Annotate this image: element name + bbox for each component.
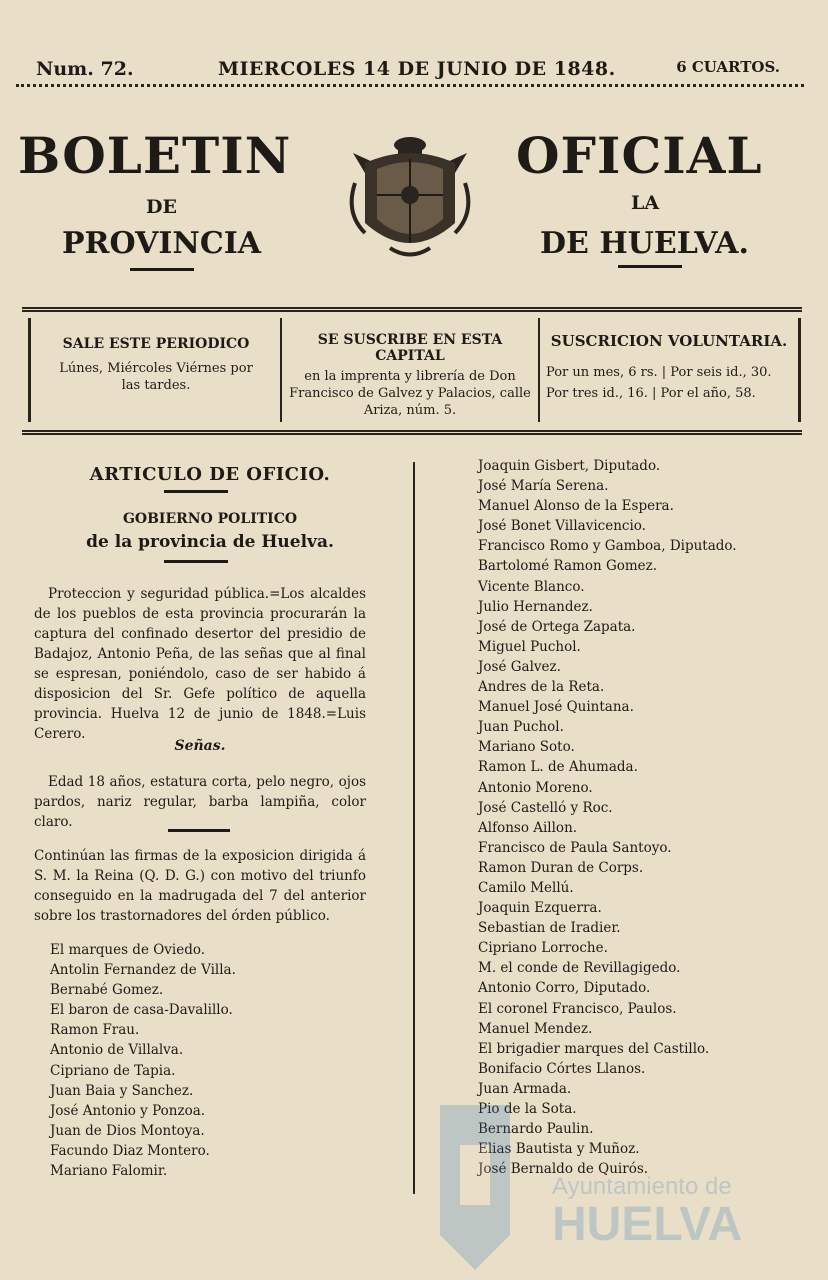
signature-name: Francisco Romo y Gamboa, Diputado. <box>478 538 737 555</box>
info-col3-line2: Por tres id., 16. | Por el año, 58. <box>546 386 756 401</box>
signature-name: Bernabé Gomez. <box>50 982 164 999</box>
signature-name: Antonio de Villalva. <box>50 1042 184 1059</box>
signature-name: José María Serena. <box>478 478 609 495</box>
masthead-provincia: PROVINCIA <box>62 226 262 261</box>
signature-name: Ramon L. de Ahumada. <box>478 759 638 776</box>
watermark-tower-icon <box>420 1085 530 1275</box>
signature-name: Joaquin Gisbert, Diputado. <box>478 458 661 474</box>
header-line <box>36 58 780 82</box>
masthead-la: LA <box>631 192 660 214</box>
signature-name: El brigadier marques del Castillo. <box>478 1040 710 1057</box>
coat-of-arms-icon <box>345 133 475 263</box>
signature-name: Juan Baia y Sanchez. <box>50 1082 194 1099</box>
info-col3-line1: Por un mes, 6 rs. | Por seis id., 30. <box>546 365 772 380</box>
header-divider <box>16 84 804 90</box>
signature-name: Ramon Frau. <box>50 1022 140 1039</box>
signature-name: Bonifacio Córtes Llanos. <box>478 1060 646 1077</box>
issue-date: MIERCOLES 14 DE JUNIO DE 1848. <box>218 58 616 80</box>
signature-name: Francisco de Paula Santoyo. <box>478 839 672 856</box>
senas-rule <box>168 829 230 832</box>
gov-rule <box>164 560 228 563</box>
senas-title: Señas. <box>174 738 226 754</box>
info-col1-text: Lúnes, Miércoles Viérnes por las tardes. <box>59 361 253 393</box>
masthead-oficial: OFICIAL <box>516 126 763 185</box>
watermark-line2: HUELVA <box>552 1198 743 1251</box>
signature-name: Sebastian de Iradier. <box>478 920 621 937</box>
signature-name: El baron de casa-Davalillo. <box>50 1002 233 1019</box>
signature-name: Antonio Corro, Diputado. <box>478 980 651 997</box>
signature-name: José Galvez. <box>478 658 561 675</box>
senas-text: Edad 18 años, estatura corta, pelo negro, ojos pardos, nariz regular, barba lampiña, color claro. <box>34 774 366 830</box>
signature-name: Ramon Duran de Corps. <box>478 859 644 876</box>
issue-price: 6 CUARTOS. <box>676 58 780 76</box>
masthead-de: DE <box>146 196 177 218</box>
signature-name: Alfonso Aillon. <box>478 819 578 836</box>
article-title: ARTICULO DE OFICIO. <box>89 464 331 485</box>
signature-name: El coronel Francisco, Paulos. <box>478 1000 677 1017</box>
signature-name: José Antonio y Ponzoa. <box>50 1102 206 1119</box>
subscription-info-box <box>22 307 802 435</box>
watermark-line1: Ayuntamiento de <box>552 1173 732 1200</box>
signature-name: Juan de Dios Montoya. <box>50 1122 205 1139</box>
signature-name: Vicente Blanco. <box>478 578 585 595</box>
signature-name: Antolin Fernandez de Villa. <box>50 962 236 979</box>
masthead-de-huelva: DE HUELVA. <box>540 226 749 261</box>
signature-name: José Bernaldo de Quirós. <box>478 1161 649 1178</box>
column-divider <box>413 462 415 1194</box>
signature-name: Juan Puchol. <box>478 719 564 736</box>
signature-name: José Castelló y Roc. <box>478 799 613 816</box>
signature-name: Cipriano Lorroche. <box>478 940 608 957</box>
signature-name: Mariano Soto. <box>478 739 575 756</box>
signature-name: El marques de Oviedo. <box>50 942 206 958</box>
info-col2-head: SE SUSCRIBE EN ESTA CAPITAL <box>317 332 503 364</box>
signature-name: José Bonet Villavicencio. <box>478 518 646 535</box>
signature-name: Manuel José Quintana. <box>478 699 634 716</box>
signature-name: Andres de la Reta. <box>478 679 605 696</box>
article-paragraph-2: Continúan las firmas de la exposicion dirigida á S. M. la Reina (Q. D. G.) con motivo del triunfo conseguido en la madrugada del 7 del anterior sobre los trastornadores del órden público. <box>34 848 366 924</box>
signature-name: Elias Bautista y Muñoz. <box>478 1141 640 1158</box>
signature-name: Miguel Puchol. <box>478 638 581 655</box>
signature-name: Camilo Mellú. <box>478 879 574 896</box>
masthead-rule-right <box>618 265 682 268</box>
signature-name: M. el conde de Revillagigedo. <box>478 960 681 977</box>
left-signature-list <box>50 940 400 1181</box>
masthead-boletin: BOLETIN <box>18 126 292 185</box>
masthead-rule-left <box>130 268 194 271</box>
signature-name: Julio Hernandez. <box>478 598 593 615</box>
signature-name: Joaquin Ezquerra. <box>478 900 602 917</box>
info-col3-head: SUSCRICION VOLUNTARIA. <box>550 332 788 350</box>
signature-name: José de Ortega Zapata. <box>478 618 636 635</box>
signature-name: Antonio Moreno. <box>478 779 593 796</box>
signature-name: Manuel Mendez. <box>478 1020 593 1037</box>
signature-name: Bernardo Paulin. <box>478 1121 594 1138</box>
right-signature-list <box>478 456 818 1179</box>
issue-number: Num. 72. <box>36 58 134 80</box>
gov-line2: de la provincia de Huelva. <box>86 532 334 552</box>
info-col2-text: en la imprenta y librería de Don Francisco de Galvez y Palacios, calle Ariza, núm. 5. <box>289 369 531 418</box>
signature-name: Pio de la Sota. <box>478 1101 577 1117</box>
gov-line1: GOBIERNO POLITICO <box>122 511 298 527</box>
signature-name: Mariano Falomir. <box>50 1163 168 1180</box>
signature-name: Facundo Diaz Montero. <box>50 1142 210 1159</box>
signature-name: Bartolomé Ramon Gomez. <box>478 558 658 575</box>
signature-name: Juan Armada. <box>478 1080 572 1097</box>
article-paragraph-1: Proteccion y seguridad pública.=Los alcaldes de los pueblos de esta provincia procurarán la captura del confinado desertor del presidio de Badajoz, Antonio Peña, de las señas que al final se espresan, poniéndolo, caso de ser habido á disposicion del Sr. Gefe político de aquella provincia. Huelva 12 de junio de 1848.=Luis Cerero. <box>34 586 366 742</box>
article-rule <box>164 490 228 493</box>
signature-name: Cipriano de Tapia. <box>50 1062 176 1079</box>
signature-name: Manuel Alonso de la Espera. <box>478 498 674 515</box>
info-col1-head: SALE ESTE PERIODICO <box>62 336 250 352</box>
watermark <box>420 1085 750 1275</box>
